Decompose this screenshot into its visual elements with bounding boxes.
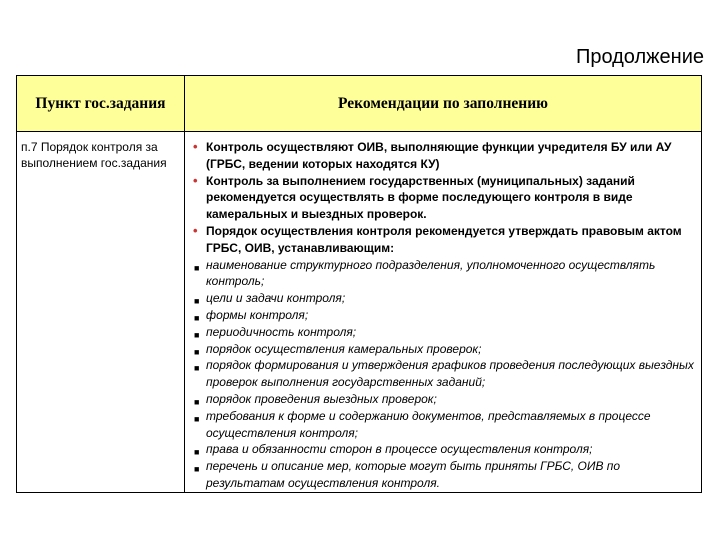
recommendation-text: периодичность контроля; bbox=[206, 324, 357, 339]
bullet-dot-icon: • bbox=[193, 172, 198, 188]
recommendation-subitem bbox=[185, 257, 697, 291]
recommendation-text: права и обязанности сторон в процессе осуществления контроля; bbox=[206, 442, 593, 457]
recommendation-subitem bbox=[185, 408, 697, 442]
recommendation-text: Контроль за выполнением государственных (муниципальных) заданий рекомендуется осуществлять в форме последующего контроля в виде камеральных и выездных проверок. bbox=[206, 173, 635, 222]
item-cell bbox=[17, 132, 185, 492]
bullet-square-icon: ■ bbox=[194, 346, 200, 357]
bullet-square-icon: ■ bbox=[194, 363, 200, 374]
header-recommendations-column bbox=[185, 76, 701, 131]
bullet-square-icon: ■ bbox=[194, 447, 200, 458]
header-recommendations-label: Рекомендации по заполнению bbox=[338, 94, 548, 112]
recommendation-text: порядок проведения выездных проверок; bbox=[206, 391, 437, 406]
bullet-square-icon: ■ bbox=[194, 413, 200, 424]
recommendation-text: порядок формирования и утверждения графиков проведения последующих выездных проверок выполнения государственных заданий; bbox=[206, 358, 694, 390]
recommendation-text: перечень и описание мер, которые могут быть приняты ГРБС, ОИВ по результатам осуществления контроля. bbox=[206, 459, 621, 490]
recommendation-text: порядок осуществления камеральных проверок; bbox=[206, 341, 482, 356]
recommendation-text: наименование структурного подразделения, уполномоченного осуществлять контроль; bbox=[206, 257, 656, 289]
recommendation-item bbox=[185, 223, 697, 257]
recommendation-subitem bbox=[185, 341, 697, 358]
recommendations-cell bbox=[185, 132, 701, 492]
recommendation-text: Контроль осуществляют ОИВ, выполняющие функции учредителя БУ или АУ (ГРБС, ведении которых находятся КУ) bbox=[206, 140, 672, 171]
recommendation-text: формы контроля; bbox=[206, 307, 309, 322]
recommendation-subitem bbox=[185, 441, 697, 458]
bullet-dot-icon: • bbox=[193, 139, 198, 154]
bullet-square-icon: ■ bbox=[194, 329, 200, 340]
bullet-square-icon: ■ bbox=[194, 296, 200, 307]
recommendation-subitem bbox=[185, 391, 697, 408]
recommendation-text: Порядок осуществления контроля рекомендуется утверждать правовым актом ГРБС, ОИВ, устанавливающим: bbox=[206, 223, 682, 255]
recommendations-list bbox=[185, 139, 697, 492]
bullet-square-icon: ■ bbox=[194, 312, 200, 323]
bullet-square-icon: ■ bbox=[194, 396, 200, 407]
recommendation-text: цели и задачи контроля; bbox=[206, 291, 346, 306]
item-cell-text: п.7 Порядок контроля за выполнением гос.задания bbox=[21, 140, 167, 170]
continuation-label: Продолжение bbox=[575, 46, 704, 68]
bullet-square-icon: ■ bbox=[194, 464, 200, 475]
header-item-column bbox=[17, 76, 185, 131]
recommendation-subitem bbox=[185, 324, 697, 341]
recommendation-text: требования к форме и содержанию документов, представляемых в процессе осуществления контроля; bbox=[206, 408, 651, 440]
bullet-dot-icon: • bbox=[193, 222, 198, 238]
recommendation-subitem bbox=[185, 307, 697, 324]
recommendation-subitem bbox=[185, 290, 697, 307]
recommendations-table bbox=[16, 75, 702, 493]
recommendation-subitem bbox=[185, 458, 697, 492]
recommendation-item bbox=[185, 139, 697, 173]
table-header-row bbox=[17, 76, 701, 132]
header-item-label: Пункт гос.задания bbox=[35, 94, 166, 112]
recommendation-subitem bbox=[185, 357, 697, 391]
recommendation-item bbox=[185, 173, 697, 223]
bullet-square-icon: ■ bbox=[194, 262, 200, 273]
